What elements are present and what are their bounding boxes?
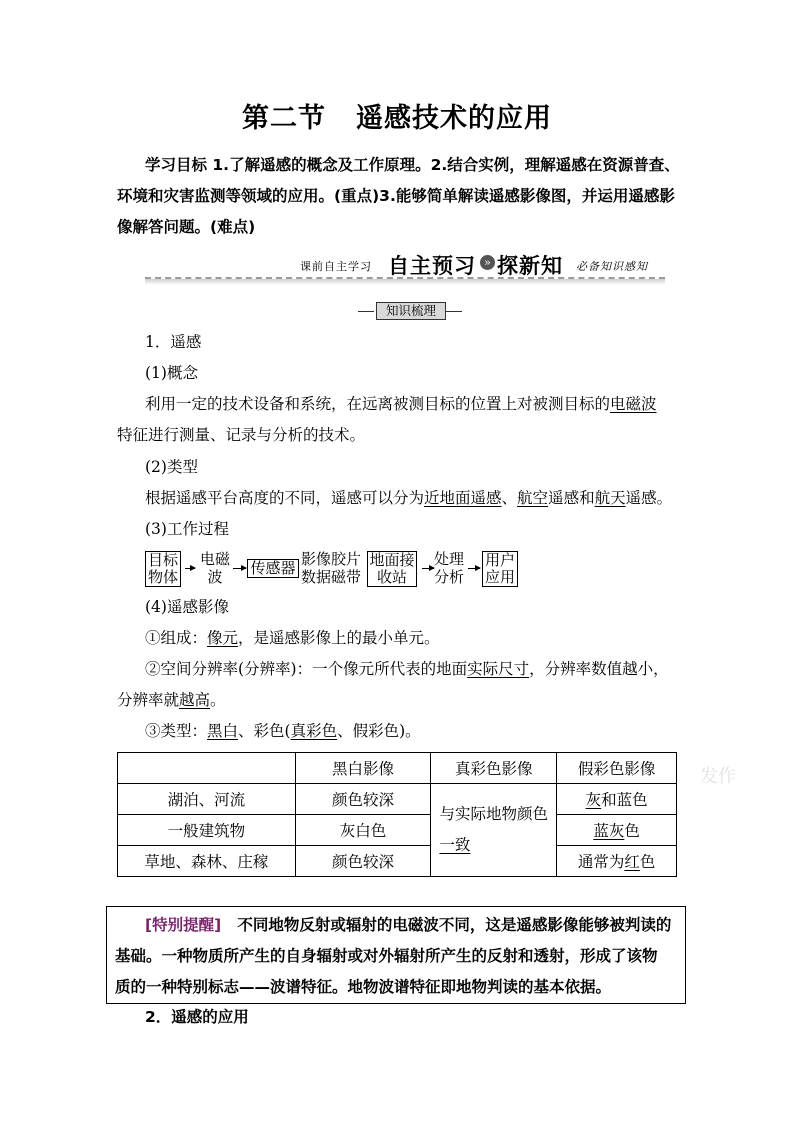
flow-box-sensor: 传感器 [247, 559, 299, 578]
process-flow-diagram [145, 548, 545, 588]
image-comparison-table [117, 752, 677, 877]
kinds-end: 、假彩色)。 [337, 722, 421, 740]
section-tag [358, 302, 462, 320]
table-header-row [118, 753, 677, 784]
title-text: 遥感技术的应用 [356, 103, 552, 134]
flow-box-user-l1: 用户 [484, 551, 515, 569]
flow-box-user [482, 551, 518, 587]
table-header-cell: 真彩色影像 [431, 753, 557, 784]
true-color-cell [431, 784, 557, 877]
table-header-cell: 假彩色影像 [557, 753, 677, 784]
resolution-answer: 实际尺寸 [467, 660, 530, 678]
flow-label-media-l1: 影像胶片 [300, 550, 361, 568]
title-section: 第二节 [242, 103, 326, 134]
table-cell: 湖泊、河流 [118, 784, 296, 815]
table-cell: 草地、森林、庄稼 [118, 846, 296, 877]
resolution-end: 。 [210, 691, 226, 709]
false-color-text: 和蓝色 [601, 791, 648, 809]
type-line [145, 483, 672, 514]
kinds-text: 、彩色( [238, 722, 291, 740]
false-color-text: 色 [639, 853, 656, 871]
flow-label-media [296, 550, 366, 586]
flow-box-station-l1: 地面接 [369, 551, 415, 569]
type-answer-2: 航空 [517, 489, 549, 507]
composition-answer: 像元 [207, 629, 239, 647]
resolution-answer-2: 越高 [179, 691, 211, 709]
kinds-label: ③类型： [145, 722, 208, 740]
table-header-cell: 黑白影像 [295, 753, 431, 784]
false-color-text: 色 [624, 822, 640, 840]
resolution-line-1 [145, 654, 669, 685]
process-title: (3)工作过程 [145, 520, 229, 538]
arrow-right-icon [233, 568, 246, 569]
type-text: 根据遥感平台高度的不同，遥感可以分为 [145, 489, 425, 507]
table-cell [557, 815, 677, 846]
flow-box-target-l2: 物体 [147, 568, 178, 586]
table-cell: 颜色较深 [295, 846, 431, 877]
page-title [0, 96, 794, 135]
flow-box-station-l2: 收站 [376, 568, 407, 586]
reminder-line-1: 不同地物反射或辐射的电磁波不同，这是遥感影像能够被判读的 [237, 916, 672, 934]
flow-box-station [367, 551, 417, 587]
section-1-heading: 1．遥感 [145, 333, 202, 351]
table-cell [557, 784, 677, 815]
banner-title-2: 探新知 [497, 254, 563, 278]
arrow-right-icon [185, 568, 195, 569]
reminder-line-3: 质的一种特别标志——波谱特征。地物波谱特征即地物判读的基本依据。 [115, 978, 612, 996]
table-cell: 一般建筑物 [118, 815, 296, 846]
section-banner [145, 250, 665, 286]
special-reminder-box [106, 906, 686, 1004]
resolution-text-3: 分辨率就 [117, 691, 180, 709]
flow-label-process-l1: 处理 [433, 550, 464, 568]
concept-answer: 电磁波 [610, 395, 657, 413]
false-color-answer: 灰 [585, 791, 602, 809]
reminder-heading: [特别提醒] [145, 916, 222, 934]
kinds-line [145, 716, 421, 747]
table-row [118, 815, 677, 846]
resolution-text-2: ，分辨率数值越小， [529, 660, 669, 678]
type-answer-3: 航天 [594, 489, 626, 507]
kinds-answer-2: 真彩色 [290, 722, 338, 740]
table-cell: 灰白色 [295, 815, 431, 846]
flow-box-target-l1: 目标 [147, 551, 178, 569]
concept-line-2: 特征进行测量、记录与分析的技术。 [117, 426, 366, 444]
goals-line-1: 学习目标 1.了解遥感的概念及工作原理。2.结合实例，理解遥感在资源普查、 [145, 156, 680, 174]
flow-box-target [145, 551, 181, 587]
composition-text: ，是遥感影像上的最小单元。 [238, 629, 440, 647]
table-header-cell [118, 753, 296, 784]
banner-left-label: 课前自主学习 [300, 260, 372, 273]
concept-title: (1)概念 [145, 364, 198, 382]
flow-label-process [431, 550, 467, 586]
flow-box-user-l2: 应用 [484, 568, 515, 586]
composition-label: ①组成： [145, 629, 208, 647]
flow-label-media-l2: 数据磁带 [300, 568, 361, 586]
concept-line-1 [145, 389, 657, 420]
flow-label-wave-l2: 波 [207, 568, 223, 586]
resolution-text: ②空间分辨率(分辨率)：一个像元所代表的地面 [145, 660, 468, 678]
type-mid: 遥感和 [548, 489, 595, 507]
concept-text: 利用一定的技术设备和系统，在远离被测目标的位置上对被测目标的 [145, 395, 611, 413]
table-row [118, 784, 677, 815]
type-title: (2)类型 [145, 458, 198, 476]
section-tag-label: 知识梳理 [376, 302, 446, 320]
type-answer-1: 近地面遥感 [424, 489, 502, 507]
banner-right-label: 必备知识感知 [576, 260, 648, 273]
resolution-line-2 [117, 685, 226, 716]
section-2-heading: 2．遥感的应用 [145, 1008, 249, 1026]
false-color-answer: 蓝灰 [593, 822, 625, 840]
type-sep: 、 [501, 489, 518, 507]
reminder-line-2: 基础。一种物质所产生的自身辐射或对外辐射所产生的反射和透射，形成了该物 [115, 947, 658, 965]
image-title: (4)遥感影像 [145, 598, 229, 616]
true-color-line-1: 与实际地物颜色 [439, 805, 549, 823]
banner-title-1: 自主预习 [388, 254, 476, 278]
false-color-prefix: 通常为 [577, 853, 625, 871]
composition-line [145, 623, 440, 654]
watermark: 发作 [700, 766, 736, 787]
goals-line-3: 像解答问题。(难点) [117, 218, 256, 236]
kinds-answer-1: 黑白 [207, 722, 239, 740]
goals-line-2: 环境和灾害监测等领域的应用。(重点)3.能够简单解读遥感影像图，并运用遥感影 [117, 187, 675, 205]
flow-label-process-l2: 分析 [433, 568, 464, 586]
flow-label-wave-l1: 电磁 [199, 550, 230, 568]
table-cell [557, 846, 677, 877]
true-color-answer: 一致 [439, 836, 471, 854]
flow-label-wave [193, 550, 237, 586]
table-cell: 颜色较深 [295, 784, 431, 815]
double-chevron-icon: » [480, 255, 495, 270]
table-row [118, 846, 677, 877]
arrow-right-icon [468, 568, 480, 569]
type-end: 遥感。 [625, 489, 673, 507]
false-color-answer: 红 [624, 853, 640, 871]
